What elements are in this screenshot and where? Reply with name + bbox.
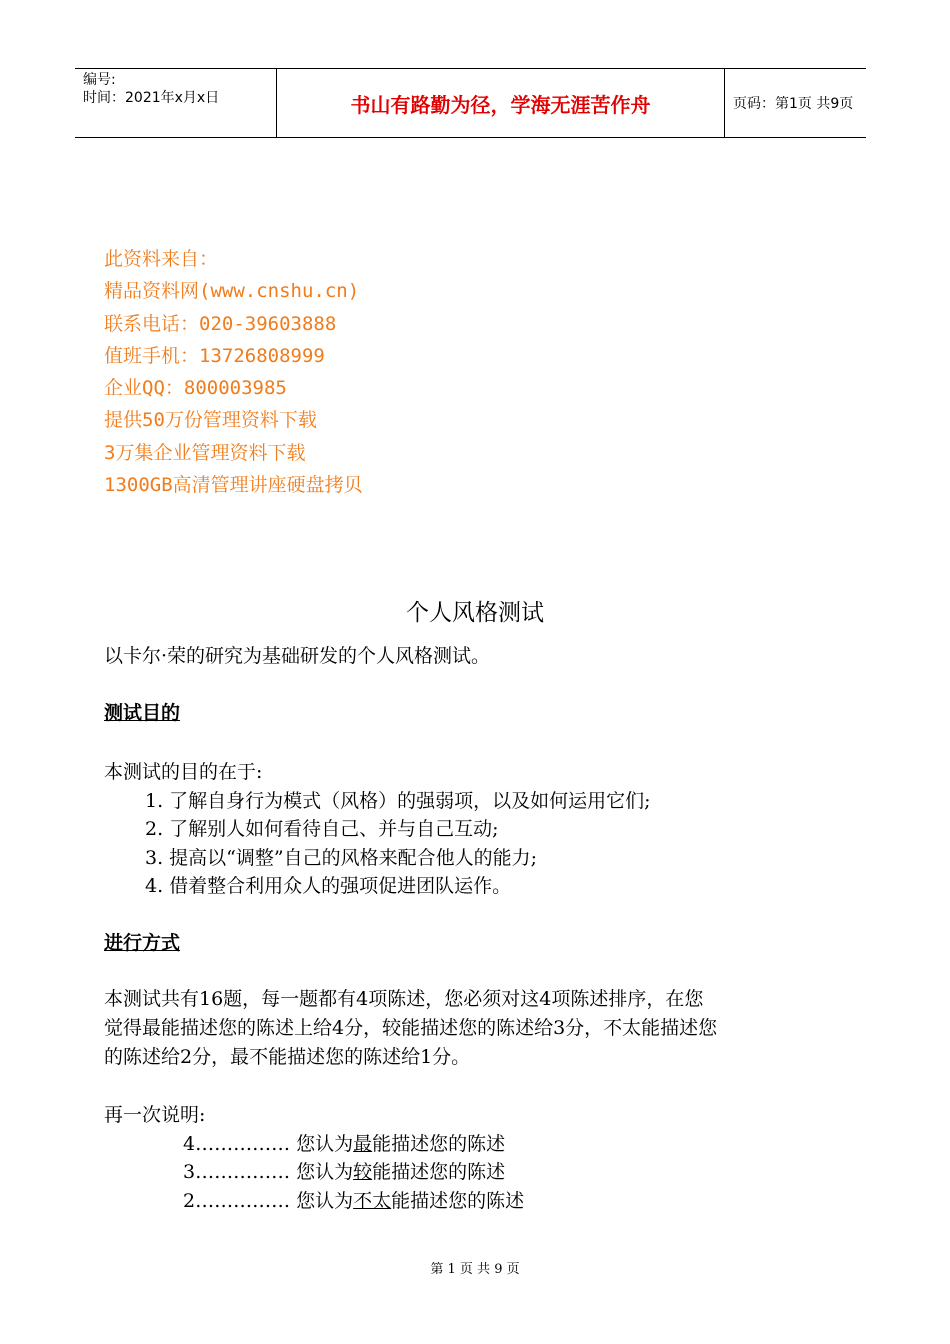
purpose-item: 1. 了解自身行为模式（风格）的强弱项，以及如何运用它们;: [145, 790, 651, 812]
scale-key: 不太: [353, 1190, 392, 1212]
scale-prefix: 2…………… 您认为: [183, 1190, 354, 1212]
method-line: 本测试共有16题，每一题都有4项陈述，您必须对这4项陈述排序，在您: [104, 988, 704, 1010]
scale-key: 最: [353, 1133, 373, 1155]
scale-line: [183, 1129, 505, 1156]
scale-suffix: 能描述您的陈述: [372, 1161, 506, 1183]
purpose-item: 3. 提高以“调整”自己的风格来配合他人的能力;: [145, 847, 537, 869]
purpose-item: 4. 借着整合利用众人的强项促进团队运作。: [145, 875, 512, 897]
promo-line: 提供50万份管理资料下载: [104, 409, 317, 432]
section-heading-purpose: 测试目的: [104, 702, 181, 724]
promo-block: [104, 243, 363, 501]
document-title: 个人风格测试: [406, 600, 544, 626]
scale-line: [183, 1157, 505, 1184]
promo-line: 精品资料网(www.cnshu.cn): [104, 280, 360, 303]
promo-line: 此资料来自：: [104, 248, 219, 270]
motto-text: 书山有路勤为径，学海无涯苦作舟: [350, 92, 651, 117]
document-subtitle: 以卡尔·荣的研究为基础研发的个人风格测试。: [104, 645, 491, 667]
header-page-cell: [725, 69, 866, 137]
scale-prefix: 4…………… 您认为: [183, 1133, 354, 1155]
scale-prefix: 3…………… 您认为: [183, 1161, 354, 1183]
promo-line: 企业QQ：800003985: [104, 377, 287, 400]
purpose-intro: 本测试的目的在于:: [104, 761, 263, 783]
promo-line: 联系电话：020-39603888: [104, 312, 337, 335]
scale-suffix: 能描述您的陈述: [372, 1133, 506, 1155]
method-line: 的陈述给2分，最不能描述您的陈述给1分。: [104, 1046, 471, 1068]
scale-suffix: 能描述您的陈述: [391, 1190, 525, 1212]
method-paragraph: [104, 985, 844, 1072]
section-heading-method: 进行方式: [104, 932, 181, 954]
promo-line: 1300GB高清管理讲座硬盘拷贝: [104, 474, 363, 497]
promo-line: 值班手机：13726808999: [104, 344, 325, 367]
page-footer: 第 1 页 共 9 页: [430, 1262, 520, 1277]
scale-key: 较: [353, 1161, 373, 1183]
promo-line: 3万集企业管理资料下载: [104, 441, 306, 464]
again-intro: 再一次说明:: [104, 1104, 206, 1126]
number-label: 编号:: [83, 72, 116, 88]
method-line: 觉得最能描述您的陈述上给4分，较能描述您的陈述给3分，不太能描述您: [104, 1017, 718, 1039]
header-motto-cell: [277, 69, 725, 137]
scale-line: [183, 1186, 524, 1213]
page-code: 页码：第1页 共9页: [733, 96, 854, 112]
purpose-item: 2. 了解别人如何看待自己、并与自己互动;: [145, 818, 499, 840]
date-line: 时间：2021年x月x日: [83, 90, 220, 106]
header-meta-cell: [75, 69, 277, 137]
page-header: [75, 68, 866, 138]
